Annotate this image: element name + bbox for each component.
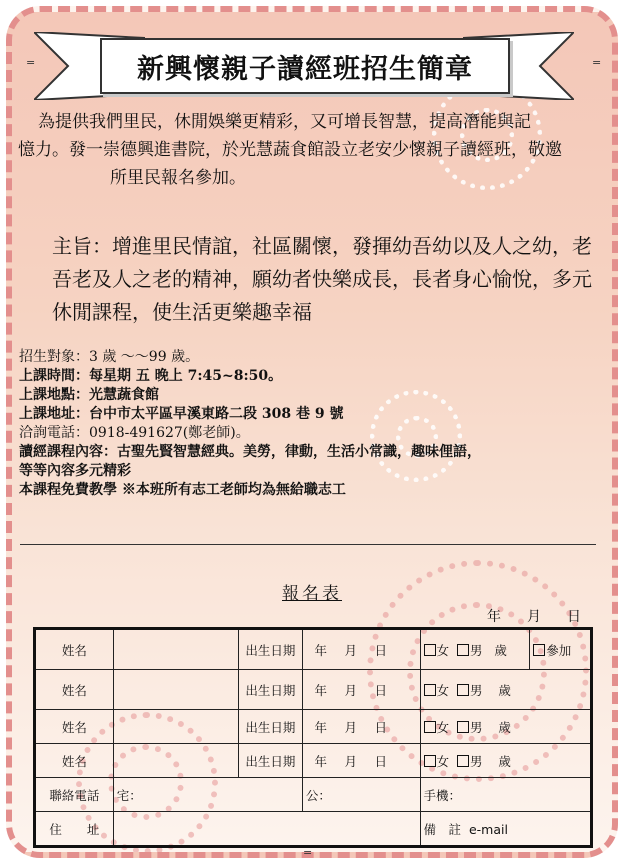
male-checkbox[interactable] [457,721,469,733]
attend-label: 參加 [546,642,572,658]
gender-field [420,710,592,744]
form-date-month: 月 [527,609,541,625]
day-label: 日 [374,753,388,769]
year-label: 年 [314,642,328,658]
intro-line: 所里民報名參加。 [110,168,246,188]
female-checkbox[interactable] [424,721,436,733]
male-label: 男 [469,642,483,658]
remark-field[interactable] [420,812,592,847]
page-marker-left: = [26,56,36,69]
purpose-line: 主旨：增進里民情誼，社區關懷，發揮幼吾幼以及人之幼，老 [52,234,592,258]
year-label: 年 [314,753,328,769]
home-phone-field[interactable] [113,778,302,812]
title-banner [100,38,510,94]
age-label: 歲 [498,753,511,769]
birth-date-field[interactable] [302,744,420,778]
female-label: 女 [436,719,450,735]
day-label: 日 [374,682,388,698]
divider [20,544,596,545]
male-label: 男 [469,719,483,735]
male-label: 男 [469,753,483,769]
intro-line: 為提供我們里民，休閒娛樂更精彩，又可增長智慧，提高潛能與記 [38,112,531,132]
table-row [35,629,592,670]
female-checkbox[interactable] [424,644,436,656]
male-checkbox[interactable] [457,644,469,656]
info-content: 讀經課程內容：古聖先賢智慧經典。美勞，律動，生活小常識，趣味俚語， [19,444,481,460]
age-label: 歲 [498,719,511,735]
name-label: 姓名 [35,629,114,670]
month-label: 月 [344,642,358,658]
name-field[interactable] [113,629,238,670]
form-date [487,606,607,626]
registration-form [33,627,593,848]
purpose-line: 休閒課程，使生活更樂趣幸福 [52,300,312,324]
office-label: 公： [305,787,331,803]
mobile-label: 手機： [423,787,462,803]
form-date-day: 日 [567,609,581,625]
birth-label: 出生日期 [238,710,302,744]
attend-field [530,629,592,670]
page-marker-right: = [592,56,602,69]
gender-field [420,670,592,710]
month-label: 月 [344,719,358,735]
age-label: 歲 [494,642,507,658]
address-label: 住 址 [35,812,114,847]
info-phone: 洽詢電話：0918-491627(鄭老師)。 [19,425,250,441]
table-row [35,744,592,778]
name-field[interactable] [113,744,238,778]
intro-line: 憶力。發一崇德興進書院，於光慧蔬食館設立老安少懷親子讀經班，敬邀 [18,140,562,160]
birth-label: 出生日期 [238,670,302,710]
contact-label: 聯絡電話 [35,778,114,812]
info-content: 等等內容多元精彩 [19,463,131,479]
male-checkbox[interactable] [457,684,469,696]
female-label: 女 [436,682,450,698]
info-place: 上課地點：光慧蔬食館 [19,387,159,403]
remark-label: 備 註 [423,821,462,837]
male-label: 男 [469,682,483,698]
info-free: 本課程免費教學 ※本班所有志工老師均為無給職志工 [19,482,346,498]
female-checkbox[interactable] [424,684,436,696]
purpose-line: 吾老及人之老的精神，願幼者快樂成長，長者身心愉悅，多元 [52,267,592,291]
mobile-phone-field[interactable] [420,778,592,812]
gender-field [420,629,530,670]
page-marker-bottom: = [303,846,313,859]
female-checkbox[interactable] [424,755,436,767]
intro-paragraph [18,108,603,192]
table-row [35,710,592,744]
info-target: 招生對象：3 歲 ～～99 歲。 [19,349,200,365]
home-label: 宅： [116,787,142,803]
form-date-year: 年 [487,609,501,625]
birth-date-field[interactable] [302,670,420,710]
year-label: 年 [314,682,328,698]
address-field[interactable] [113,812,420,847]
name-label: 姓名 [35,710,114,744]
table-row [35,778,592,812]
female-label: 女 [436,642,450,658]
month-label: 月 [344,682,358,698]
info-time: 上課時間：每星期 五 晚上 7:45~8:50。 [19,368,283,384]
name-field[interactable] [113,710,238,744]
table-row [35,670,592,710]
birth-date-field[interactable] [302,629,420,670]
name-field[interactable] [113,670,238,710]
month-label: 月 [344,753,358,769]
email-label: e-mail [468,821,508,837]
office-phone-field[interactable] [302,778,420,812]
day-label: 日 [374,642,388,658]
attend-checkbox[interactable] [533,644,545,656]
table-row [35,812,592,847]
year-label: 年 [314,719,328,735]
name-label: 姓名 [35,744,114,778]
info-address: 上課地址：台中市太平區早溪東路二段 308 巷 9 號 [19,406,344,422]
purpose-paragraph [52,230,602,329]
form-title: 報名表 [282,584,342,604]
day-label: 日 [374,719,388,735]
name-label: 姓名 [35,670,114,710]
age-label: 歲 [498,682,511,698]
birth-label: 出生日期 [238,744,302,778]
female-label: 女 [436,753,450,769]
birth-label: 出生日期 [238,629,302,670]
birth-date-field[interactable] [302,710,420,744]
page-title: 新興懷親子讀經班招生簡章 [137,53,473,85]
course-info [19,348,604,500]
male-checkbox[interactable] [457,755,469,767]
gender-field [420,744,592,778]
